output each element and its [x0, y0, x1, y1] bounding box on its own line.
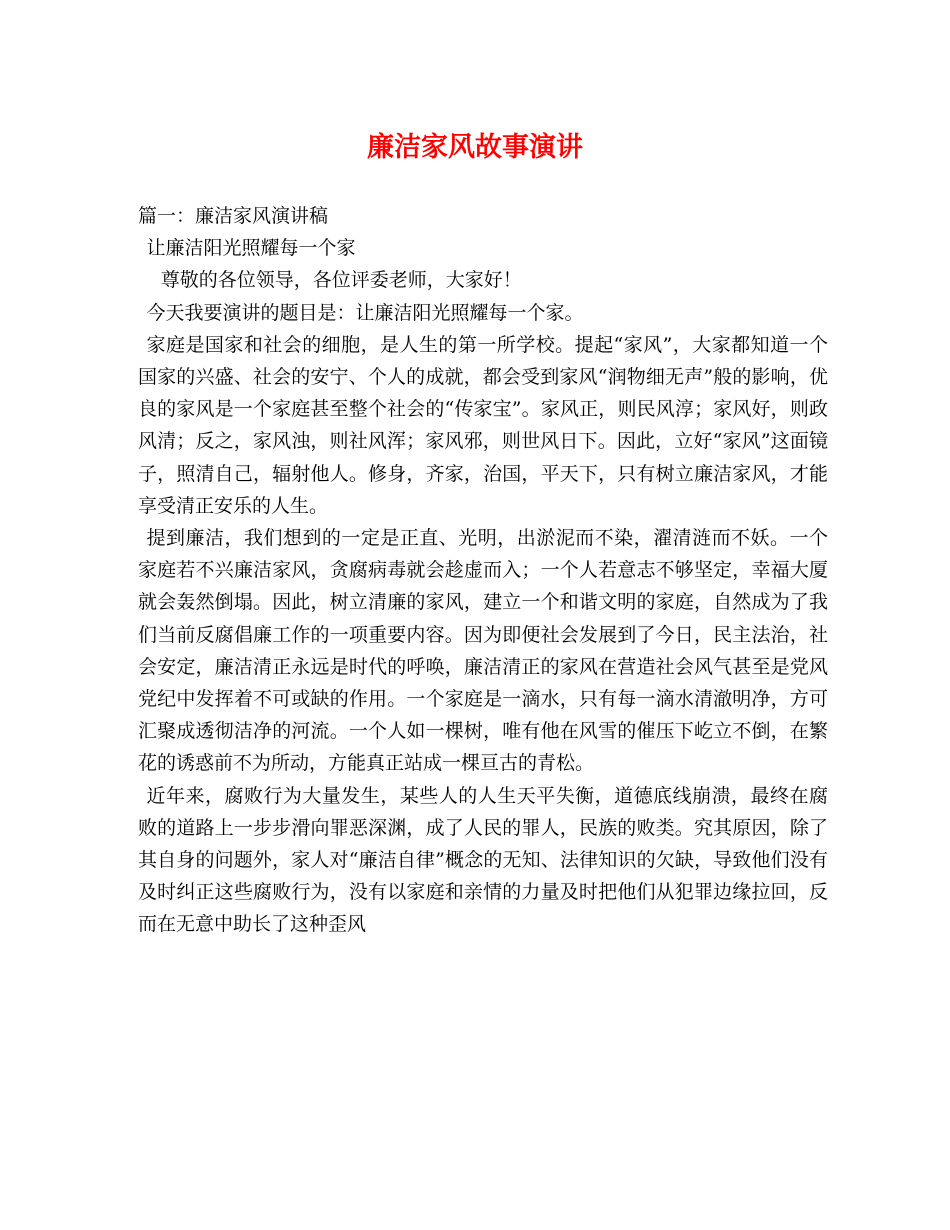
document-title: 廉洁家风故事演讲	[367, 132, 583, 163]
section-heading: 篇一：廉洁家风演讲稿	[138, 205, 329, 227]
greeting-paragraph: 尊敬的各位领导，各位评委老师，大家好！	[160, 269, 522, 292]
speech-title: 让廉洁阳光照耀每一个家	[146, 237, 356, 260]
document-body	[138, 200, 828, 941]
topic-paragraph: 今天我要演讲的题目是：让廉洁阳光照耀每一个家。	[146, 301, 584, 324]
body-paragraph-corruption: 近年来，腐败行为大量发生，某些人的人生天平失衡，道德底线崩溃，最终在腐败的道路上一步步滑向罪恶深渊，成了人民的罪人，民族的败类。究其原因，除了其自身的问题外，家人对“廉洁自律”概念的无知、法律知识的欠缺，导致他们没有及时纠正这些腐败行为，没有以家庭和亲情的力量及时把他们从犯罪边缘拉回，反而在无意中助长了这种歪风	[138, 784, 828, 936]
body-paragraph-family: 家庭是国家和社会的细胞，是人生的第一所学校。提起“家风”，大家都知道一个国家的兴盛、社会的安宁、个人的成就，都会受到家风“润物细无声”般的影响，优良的家风是一个家庭甚至整个社会的“传家宝”。家风正，则民风淳；家风好，则政风清；反之，家风浊，则社风浑；家风邪，则世风日下。因此，立好“家风”这面镜子，照清自己，辐射他人。修身，齐家，治国，平天下，只有树立廉洁家风，才能享受清正安乐的人生。	[138, 333, 828, 517]
body-paragraph-integrity: 提到廉洁，我们想到的一定是正直、光明，出淤泥而不染，濯清涟而不妖。一个家庭若不兴廉洁家风，贪腐病毒就会趁虚而入；一个人若意志不够坚定，幸福大厦就会轰然倒塌。因此，树立清廉的家风，建立一个和谐文明的家庭，自然成为了我们当前反腐倡廉工作的一项重要内容。因为即便社会发展到了今日，民主法治，社会安定，廉洁清正永远是时代的呼唤，廉洁清正的家风在营造社会风气甚至是党风党纪中发挥着不可或缺的作用。一个家庭是一滴水，只有每一滴水清澈明净，方可汇聚成透彻洁净的河流。一个人如一棵树，唯有他在风雪的催压下屹立不倒，在繁花的诱惑前不为所动，方能真正站成一棵亘古的青松。	[138, 527, 828, 775]
